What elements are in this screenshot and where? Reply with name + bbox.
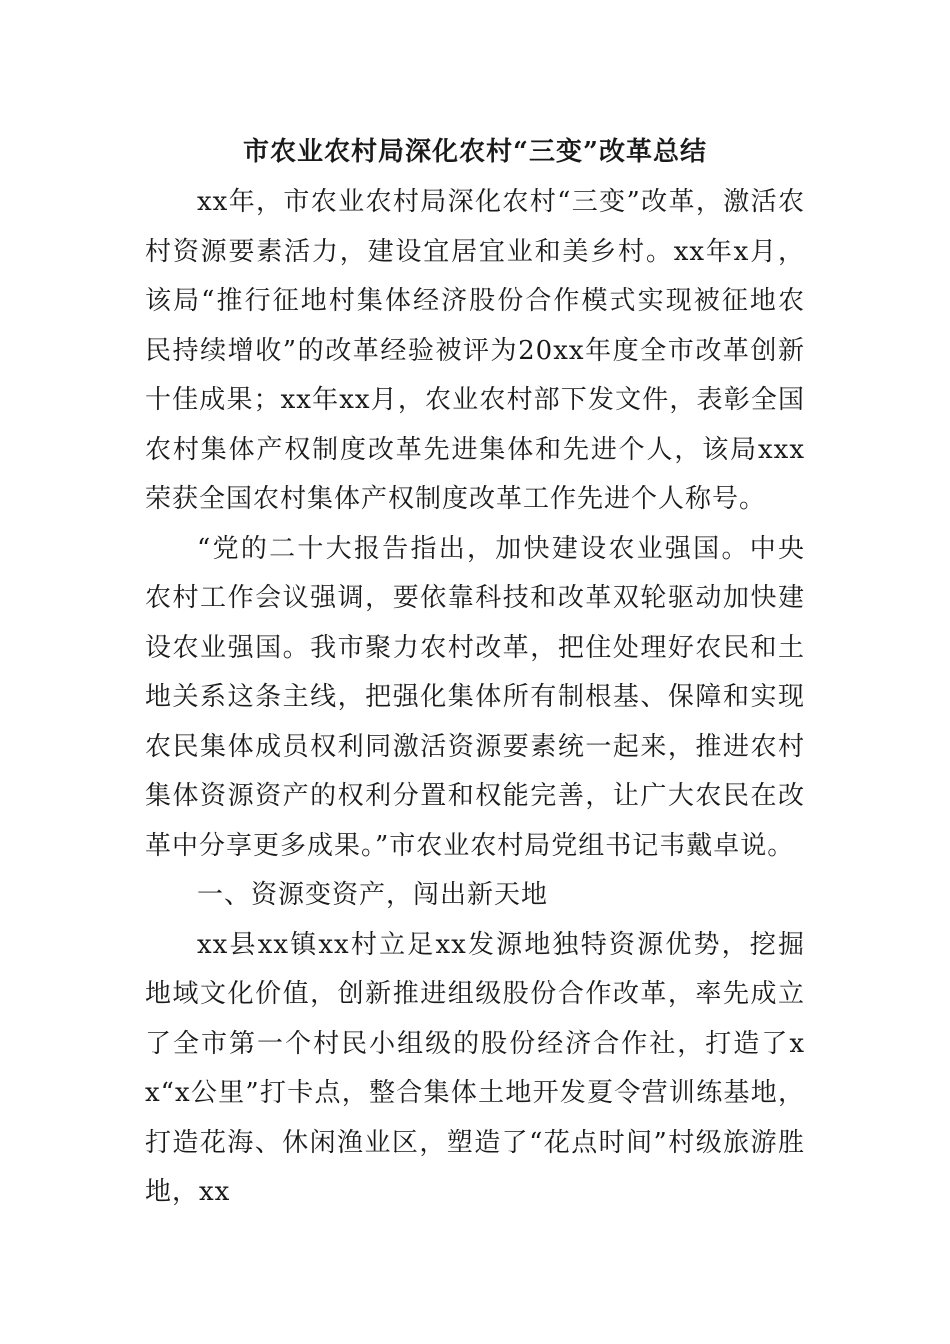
section-heading-1: 一、资源变资产，闯出新天地 xyxy=(197,880,549,910)
paragraph-intro: xx年，市农业农村局深化农村“三变”改革，激活农村资源要素活力，建设宜居宜业和美乡村。xx年x月，该局“推行征地村集体经济股份合作模式实现被征地农民持续增收”的改革经验被评为20xx年度全市改革创新十佳成果；xx年xx月，农业农村部下发文件，表彰全国农村集体产权制度改革先进集体和先进个人，该局xxx荣获全国农村集体产权制度改革工作先进个人称号。 xyxy=(145,187,805,514)
document-body xyxy=(145,178,805,1218)
paragraph-section-1: xx县xx镇xx村立足xx发源地独特资源优势，挖掘地域文化价值，创新推进组级股份合作改革，率先成立了全市第一个村民小组级的股份经济合作社，打造了xx“x公里”打卡点，整合集体土地开发夏令营训练基地，打造花海、休闲渔业区，塑造了“花点时间”村级旅游胜地，xx xyxy=(145,929,805,1207)
document-title: 市农业农村局深化农村“三变”改革总结 xyxy=(243,137,707,167)
paragraph-quote: “党的二十大报告指出，加快建设农业强国。中央农村工作会议强调，要依靠科技和改革双轮驱动加快建设农业强国。我市聚力农村改革，把住处理好农民和土地关系这条主线，把强化集体所有制根基、保障和实现农民集体成员权利同激活资源要素统一起来，推进农村集体资源资产的权利分置和权能完善，让广大农民在改革中分享更多成果。”市农业农村局党组书记韦戴卓说。 xyxy=(145,533,805,861)
